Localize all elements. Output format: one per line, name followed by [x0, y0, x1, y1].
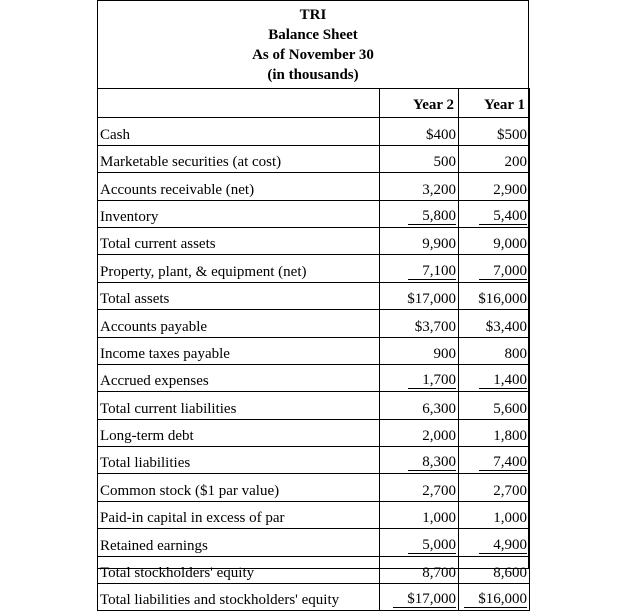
year-2-value: 5,000 — [380, 529, 459, 556]
table-row — [98, 173, 530, 200]
year-1-value: $16,000 — [459, 584, 530, 611]
table-row — [98, 255, 530, 282]
year-2-value: 3,200 — [380, 173, 459, 200]
year-2-value: 500 — [380, 145, 459, 172]
row-label: Total stockholders' equity — [98, 556, 380, 583]
year-1-value: 1,800 — [459, 419, 530, 446]
balance-sheet — [97, 0, 529, 609]
company-name: TRI — [299, 7, 327, 23]
row-label: Accrued expenses — [98, 364, 380, 391]
year-1-value: 8,600 — [459, 556, 530, 583]
year-2-value: 1,000 — [380, 501, 459, 528]
row-label: Cash — [98, 118, 380, 145]
year-1-value: 5,600 — [459, 392, 530, 419]
statement-units: (in thousands) — [267, 67, 359, 83]
table-row — [98, 501, 530, 528]
table-row — [98, 118, 530, 145]
year-2-value: 8,700 — [380, 556, 459, 583]
table-row — [98, 282, 530, 309]
year-2-value: 2,000 — [380, 419, 459, 446]
year-2-value: $400 — [380, 118, 459, 145]
year-1-value: 800 — [459, 337, 530, 364]
row-label: Marketable securities (at cost) — [98, 145, 380, 172]
row-label: Total current liabilities — [98, 392, 380, 419]
table-row — [98, 392, 530, 419]
year-2-value: 2,700 — [380, 474, 459, 501]
year-2-value: 7,100 — [380, 255, 459, 282]
year-1-value: 1,400 — [459, 364, 530, 391]
column-header-year-1: Year 1 — [459, 89, 530, 118]
year-1-value: 9,000 — [459, 227, 530, 254]
row-label: Total current assets — [98, 227, 380, 254]
year-2-value: 5,800 — [380, 200, 459, 227]
year-1-value: 4,900 — [459, 529, 530, 556]
row-label: Total assets — [98, 282, 380, 309]
year-1-value: 1,000 — [459, 501, 530, 528]
year-2-value: 1,700 — [380, 364, 459, 391]
row-label: Income taxes payable — [98, 337, 380, 364]
year-1-value: 200 — [459, 145, 530, 172]
table-row — [98, 556, 530, 583]
table-row — [98, 474, 530, 501]
header-blank-cell — [98, 89, 380, 118]
year-1-value: $3,400 — [459, 310, 530, 337]
year-1-value: 2,700 — [459, 474, 530, 501]
year-2-value: 8,300 — [380, 447, 459, 474]
table-row — [98, 337, 530, 364]
year-1-value: 7,000 — [459, 255, 530, 282]
year-1-value: 2,900 — [459, 173, 530, 200]
column-header-year-2: Year 2 — [380, 89, 459, 118]
year-1-value: $16,000 — [459, 282, 530, 309]
table-row — [98, 200, 530, 227]
year-2-value: $17,000 — [380, 282, 459, 309]
row-label: Long-term debt — [98, 419, 380, 446]
year-2-value: 9,900 — [380, 227, 459, 254]
table-row — [98, 310, 530, 337]
year-1-value: 7,400 — [459, 447, 530, 474]
row-label: Accounts receivable (net) — [98, 173, 380, 200]
row-label: Retained earnings — [98, 529, 380, 556]
table-row — [98, 447, 530, 474]
column-header-row — [98, 89, 530, 118]
statement-date: As of November 30 — [252, 47, 374, 63]
row-label: Common stock ($1 par value) — [98, 474, 380, 501]
table-row — [98, 227, 530, 254]
sheet-header — [98, 1, 528, 88]
row-label: Inventory — [98, 200, 380, 227]
row-label: Paid-in capital in excess of par — [98, 501, 380, 528]
year-1-value: 5,400 — [459, 200, 530, 227]
table-row — [98, 364, 530, 391]
year-2-value: 6,300 — [380, 392, 459, 419]
statement-title: Balance Sheet — [268, 27, 358, 43]
balance-sheet-table — [97, 88, 530, 611]
table-row — [98, 145, 530, 172]
year-2-value: $3,700 — [380, 310, 459, 337]
year-2-value: 900 — [380, 337, 459, 364]
year-2-value: $17,000 — [380, 584, 459, 611]
row-label: Accounts payable — [98, 310, 380, 337]
table-row — [98, 529, 530, 556]
row-label: Total liabilities — [98, 447, 380, 474]
row-label: Total liabilities and stockholders' equity — [98, 584, 380, 611]
row-label: Property, plant, & equipment (net) — [98, 255, 380, 282]
table-row — [98, 419, 530, 446]
year-1-value: $500 — [459, 118, 530, 145]
